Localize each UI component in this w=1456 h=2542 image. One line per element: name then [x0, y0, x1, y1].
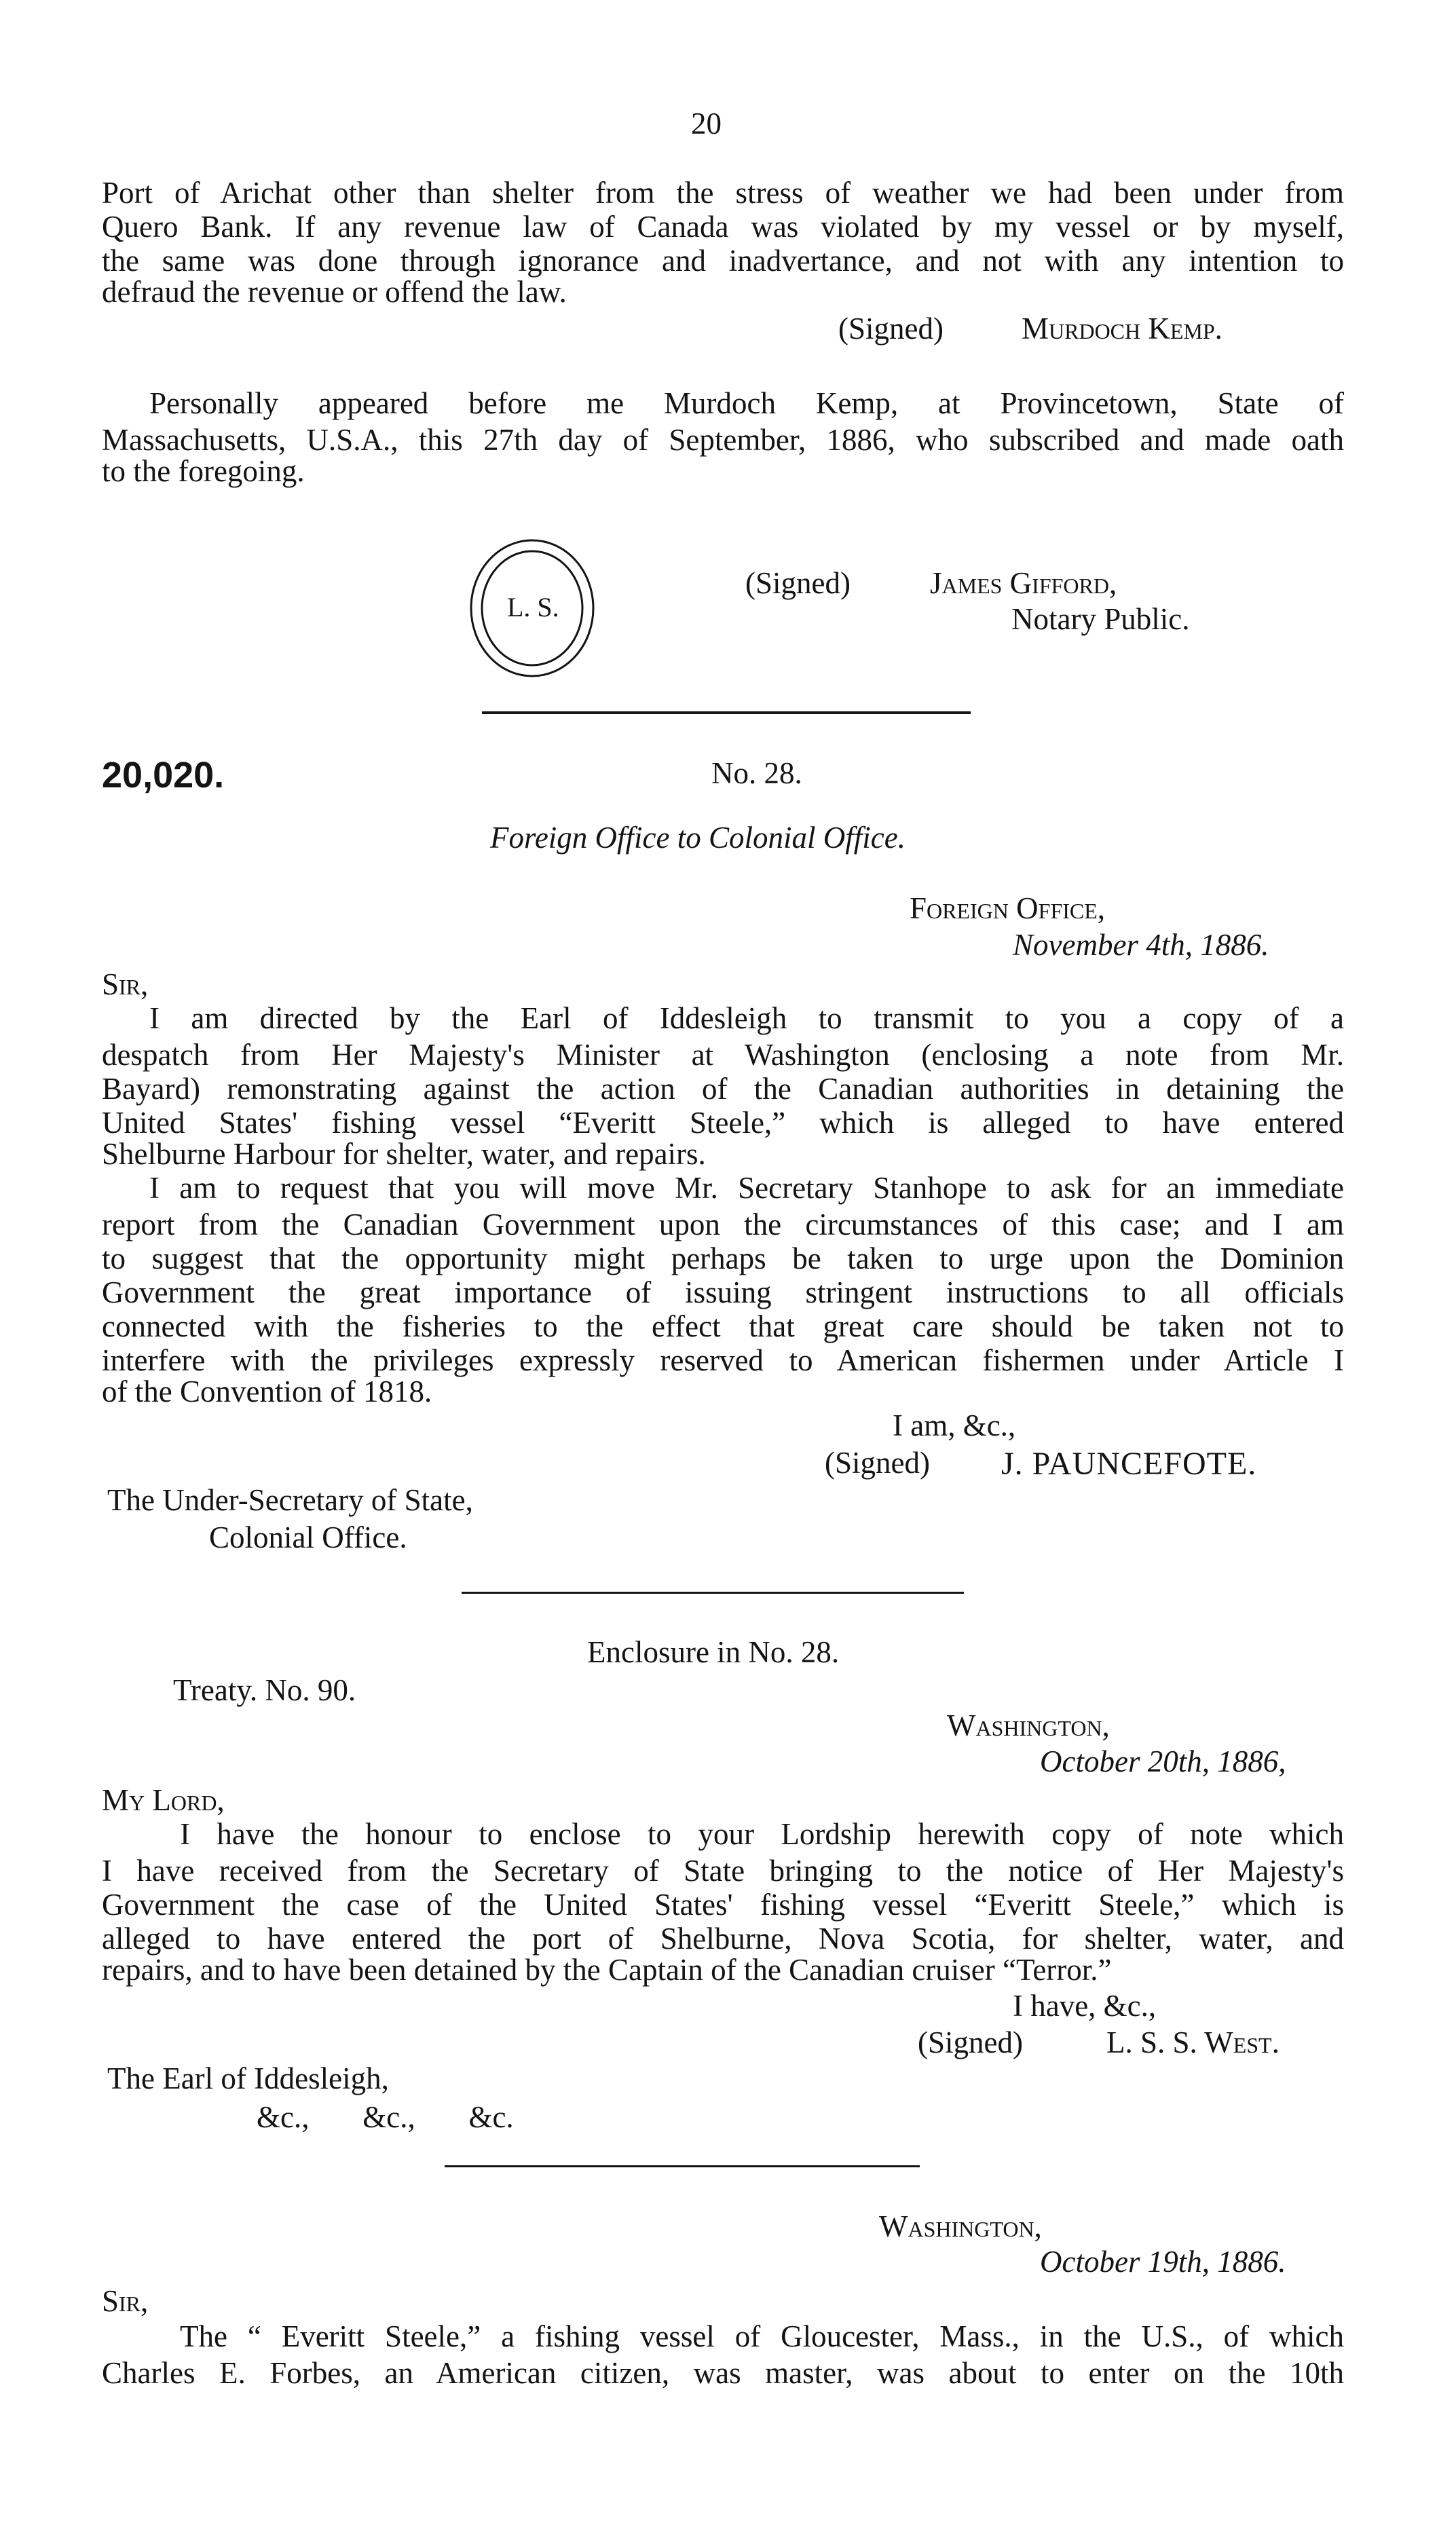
seal-text: L. S. — [507, 592, 559, 622]
enclosure-para-line-3: Government the case of the United States' fishing vessel “Everitt Steele,” which is — [102, 1888, 1344, 1922]
letter-place: Foreign Office, — [910, 891, 1106, 925]
gifford-signature: James Gifford, — [930, 566, 1117, 600]
note-date: October 19th, 1886. — [1040, 2245, 1286, 2279]
kemp-signature: Murdoch Kemp. — [1022, 312, 1222, 345]
divider-rule-1 — [482, 711, 971, 714]
divider-rule-3 — [445, 2165, 920, 2167]
kemp-signed-label: (Signed) — [838, 312, 944, 345]
opening-line-1: Port of Arichat other than shelter from the stress of weather we had been under from — [102, 176, 1344, 210]
letter-para2-line-3: to suggest that the opportunity might perhaps be taken to urge upon the Dominion — [102, 1241, 1344, 1275]
letter-addressee-line-1: The Under-Secretary of State, — [107, 1483, 473, 1517]
letter-para1-line-3: Bayard) remonstrating against the action of the Canadian authorities in detaining the — [102, 1072, 1344, 1106]
letter-para1-line-2: despatch from Her Majesty's Minister at Washington (enclosing a note from Mr. — [102, 1038, 1344, 1072]
opening-line-4: defraud the revenue or offend the law. — [102, 275, 567, 309]
letter-salutation: Sir, — [102, 967, 149, 1001]
letter-date — [1013, 930, 1269, 960]
letter-addressee-line-2: Colonial Office. — [209, 1520, 407, 1554]
pauncefote-signature: J. PAUNCEFOTE. — [1001, 1446, 1257, 1482]
enclosure-addressee-line-2: &c., &c., &c. — [257, 2100, 514, 2134]
enclosure-para-line-5: repairs, and to have been detained by the Captain of the Canadian cruiser “Terror.” — [102, 1953, 1112, 1987]
letter-para1-line-5: Shelburne Harbour for shelter, water, and repairs. — [102, 1137, 706, 1171]
letter-heading: Foreign Office to Colonial Office. — [490, 821, 906, 855]
divider-rule-2 — [462, 1592, 964, 1594]
letter-number: No. 28. — [711, 756, 802, 790]
note-para-line-1: The “ Everitt Steele,” a fishing vessel of Gloucester, Mass., in the U.S., of which — [180, 2319, 1344, 2353]
letter-date-text: November 4th, 1886. — [1013, 928, 1269, 962]
enclosure-para-line-2: I have received from the Secretary of State bringing to the notice of Her Majesty's — [102, 1854, 1344, 1888]
west-signed-label: (Signed) — [918, 2025, 1023, 2059]
gifford-signed-label: (Signed) — [745, 566, 851, 600]
affidavit-line-2: Massachusetts, U.S.A., this 27th day of September, 1886, who subscribed and made oath — [102, 423, 1344, 457]
enclosure-date: October 20th, 1886, — [1040, 1744, 1286, 1778]
note-place: Washington, — [879, 2209, 1042, 2243]
west-signature: L. S. S. West. — [1106, 2025, 1280, 2059]
letter-closing: I am, &c., — [893, 1408, 1016, 1442]
opening-line-3: the same was done through ignorance and inadvertance, and not with any intention to — [102, 244, 1344, 278]
letter-para2-line-6: interfere with the privileges expressly reserved to American fishermen under Article I — [102, 1343, 1344, 1377]
letter-para2-line-5: connected with the fisheries to the effect that great care should be taken not to — [102, 1309, 1344, 1343]
letter-para2-line-7: of the Convention of 1818. — [102, 1375, 432, 1408]
letter-para2-line-1: I am to request that you will move Mr. Secretary Stanhope to ask for an immediate — [149, 1171, 1344, 1205]
letter-para2-line-2: report from the Canadian Government upon the circumstances of this case; and I am — [102, 1208, 1344, 1241]
note-salutation: Sir, — [102, 2284, 149, 2318]
pauncefote-signed-label: (Signed) — [825, 1446, 930, 1480]
opening-line-2: Quero Bank. If any revenue law of Canada was violated by my vessel or by myself, — [102, 210, 1344, 244]
letter-para2-line-4: Government the great importance of issuing stringent instructions to all officials — [102, 1275, 1344, 1309]
enclosure-closing: I have, &c., — [1013, 1989, 1157, 2023]
letter-para1-line-4: United States' fishing vessel “Everitt Steele,” which is alleged to have entered — [102, 1106, 1344, 1140]
enclosure-salutation: My Lord, — [102, 1783, 225, 1817]
note-para-line-2: Charles E. Forbes, an American citizen, was master, was about to enter on the 10th — [102, 2356, 1344, 2390]
enclosure-para-line-1: I have the honour to enclose to your Lordship herewith copy of note which — [180, 1817, 1344, 1851]
enclosure-addressee-line-1: The Earl of Iddesleigh, — [107, 2061, 389, 2095]
page-number: 20 — [691, 107, 722, 141]
reference-number: 20,020. — [102, 755, 225, 796]
affidavit-line-1: Personally appeared before me Murdoch Kemp, at Provincetown, State of — [149, 386, 1344, 420]
enclosure-heading: Enclosure in No. 28. — [587, 1635, 840, 1669]
letter-para1-line-1: I am directed by the Earl of Iddesleigh to transmit to you a copy of a — [149, 1001, 1344, 1035]
enclosure-place: Washington, — [947, 1708, 1110, 1742]
treaty-reference: Treaty. No. 90. — [173, 1673, 356, 1707]
enclosure-para-line-4: alleged to have entered the port of Shelburne, Nova Scotia, for shelter, water, and — [102, 1922, 1344, 1956]
affidavit-line-3: to the foregoing. — [102, 454, 305, 488]
gifford-title: Notary Public. — [1011, 602, 1190, 636]
